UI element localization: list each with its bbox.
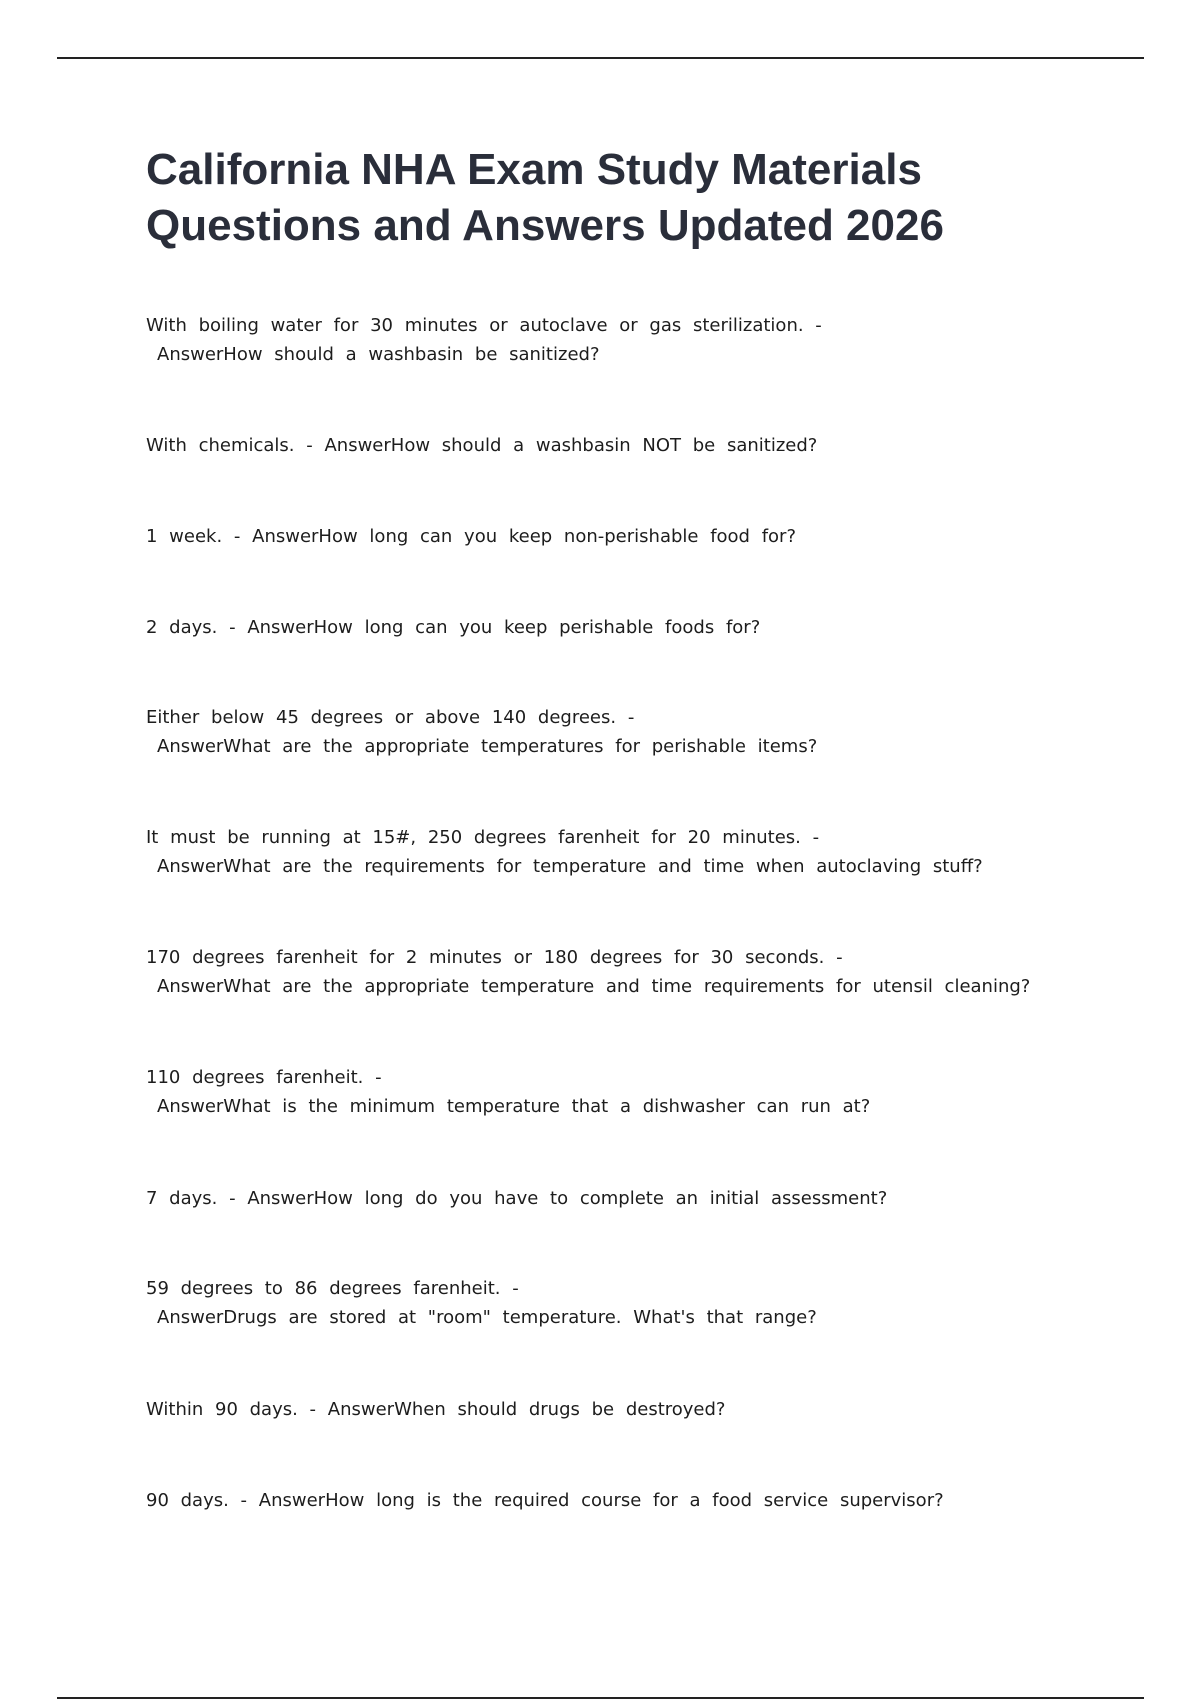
answer-text: Within 90 days. - bbox=[146, 1399, 328, 1420]
answer-text: 1 week. - bbox=[146, 526, 253, 547]
question-text: AnswerHow long do you have to complete an initial assessment? bbox=[247, 1188, 888, 1209]
qa-item bbox=[146, 1274, 1106, 1332]
answer-text: 170 degrees farenheit for 2 minutes or 180 degrees for 30 seconds. - bbox=[146, 947, 843, 968]
qa-item bbox=[146, 1063, 1106, 1121]
bottom-rule bbox=[57, 1697, 1144, 1699]
answer-text: With boiling water for 30 minutes or autoclave or gas sterilization. - bbox=[146, 315, 822, 336]
answer-text: 90 days. - bbox=[146, 1490, 259, 1511]
question-text: AnswerWhat are the appropriate temperature and time requirements for utensil cleaning? bbox=[157, 976, 1031, 997]
qa-item bbox=[146, 613, 1106, 642]
top-rule bbox=[57, 57, 1144, 59]
qa-item bbox=[146, 943, 1106, 1001]
qa-item bbox=[146, 823, 1106, 881]
answer-text: 59 degrees to 86 degrees farenheit. - bbox=[146, 1278, 519, 1299]
qa-item bbox=[146, 522, 1106, 551]
answer-text: With chemicals. - bbox=[146, 435, 325, 456]
answer-text: Either below 45 degrees or above 140 degrees. - bbox=[146, 707, 635, 728]
answer-text: 7 days. - bbox=[146, 1188, 248, 1209]
question-text: AnswerWhat is the minimum temperature that a dishwasher can run at? bbox=[157, 1096, 871, 1117]
question-text: AnswerHow long can you keep non-perishable food for? bbox=[252, 526, 797, 547]
qa-item bbox=[146, 1486, 1106, 1515]
qa-item bbox=[146, 311, 1106, 369]
question-text: AnswerHow should a washbasin NOT be sanitized? bbox=[324, 435, 818, 456]
question-text: AnswerHow should a washbasin be sanitized? bbox=[157, 344, 600, 365]
answer-text: It must be running at 15#, 250 degrees farenheit for 20 minutes. - bbox=[146, 827, 820, 848]
question-text: AnswerWhat are the appropriate temperatures for perishable items? bbox=[157, 736, 818, 757]
question-text: AnswerWhen should drugs be destroyed? bbox=[327, 1399, 726, 1420]
document-title: California NHA Exam Study Materials Questions and Answers Updated 2026 bbox=[146, 145, 944, 250]
question-text: AnswerDrugs are stored at "room" temperature. What's that range? bbox=[157, 1307, 817, 1328]
question-text: AnswerHow long is the required course for a food service supervisor? bbox=[258, 1490, 944, 1511]
qa-item bbox=[146, 431, 1106, 460]
qa-item bbox=[146, 1184, 1106, 1213]
qa-item bbox=[146, 703, 1106, 761]
answer-text: 2 days. - bbox=[146, 617, 248, 638]
question-text: AnswerHow long can you keep perishable foods for? bbox=[247, 617, 761, 638]
qa-item bbox=[146, 1395, 1106, 1424]
answer-text: 110 degrees farenheit. - bbox=[146, 1067, 382, 1088]
question-text: AnswerWhat are the requirements for temperature and time when autoclaving stuff? bbox=[157, 856, 983, 877]
